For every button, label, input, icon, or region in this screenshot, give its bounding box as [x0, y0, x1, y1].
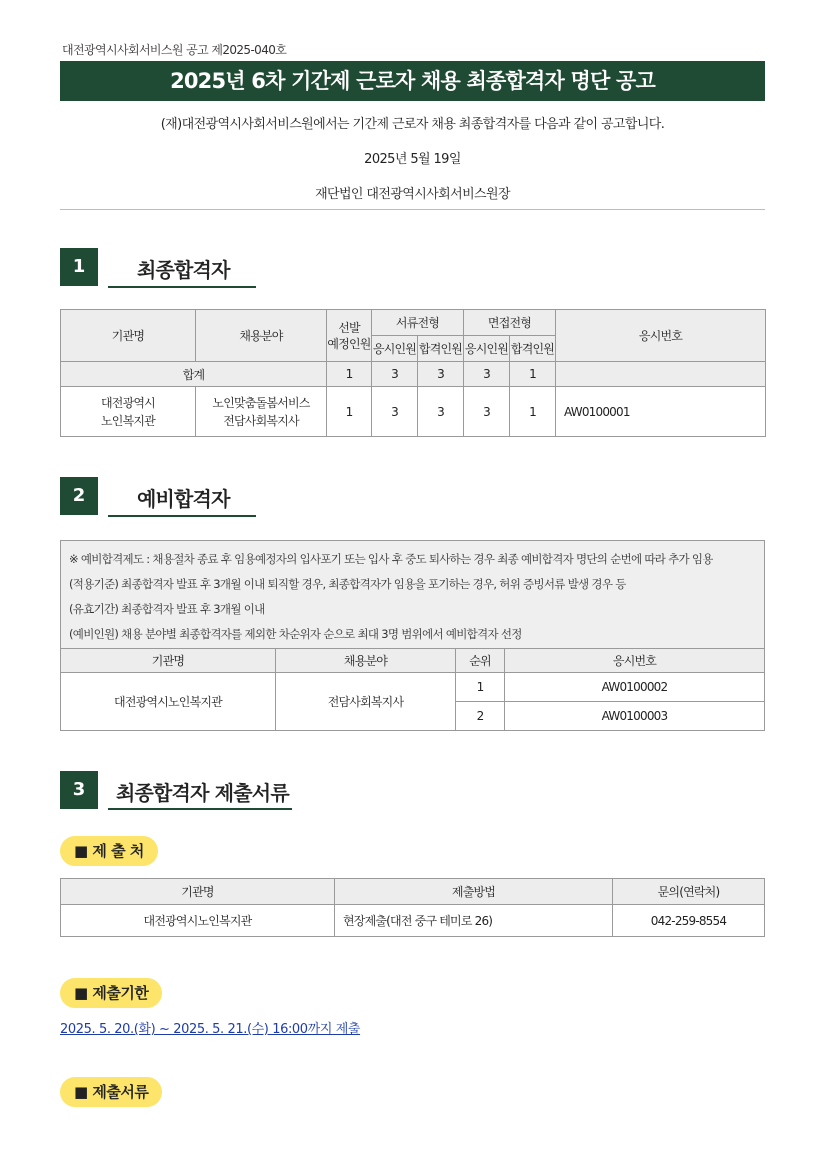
total-doc-applicants: 3 [372, 362, 418, 387]
reserve-exam-no: AW0100003 [505, 702, 765, 731]
header-divider [60, 209, 765, 210]
header-doc-stage: 서류전형 [372, 310, 464, 336]
notice-number: 대전광역시사회서비스원 공고 제2025-040호 [62, 43, 287, 57]
reserve-note: (유효기간) 최종합격자 발표 후 3개월 이내 [69, 602, 265, 616]
reserve-notes-box [60, 540, 765, 649]
section-number: 1 [60, 248, 98, 286]
header-planned: 선발 예정인원 [327, 310, 372, 362]
total-planned: 1 [327, 362, 372, 387]
header-org: 기관명 [61, 879, 335, 905]
header-field: 채용분야 [276, 649, 456, 673]
row-org: 대전광역시 노인복지관 [61, 387, 196, 437]
section-title: 최종합격자 제출서류 [116, 781, 289, 805]
section-number: 3 [60, 771, 98, 809]
header-interview-stage: 면접전형 [464, 310, 556, 336]
row-int-applicants: 3 [464, 387, 510, 437]
deadline-text: 2025. 5. 20.(화) ~ 2025. 5. 21.(수) 16:00까지 제출 [60, 1022, 361, 1037]
section-underline [108, 515, 256, 517]
final-pass-table [60, 309, 766, 437]
reserve-org: 대전광역시노인복지관 [61, 673, 276, 731]
deadline-label: ■ 제출기한 [60, 978, 162, 1008]
section-underline [108, 286, 256, 288]
reserve-field: 전담사회복지사 [276, 673, 456, 731]
reserve-note: ※ 예비합격제도 : 채용절차 종료 후 임용예정자의 입사포기 또는 입사 후 중도 퇴사하는 경우 최종 예비합격자 명단의 순번에 따라 추가 임용 [69, 552, 713, 566]
total-int-passed: 1 [510, 362, 556, 387]
row-exam-no: AW0100001 [556, 387, 766, 437]
reserve-note: (적용기준) 최종합격자 발표 후 3개월 이내 퇴직할 경우, 최종합격자가 임용을 포기하는 경우, 허위 증빙서류 발생 경우 등 [69, 577, 626, 591]
header-rank: 순위 [456, 649, 505, 673]
header-method: 제출방법 [335, 879, 613, 905]
reserve-rank: 1 [456, 673, 505, 702]
header-contact: 문의(연락처) [613, 879, 765, 905]
header-int-applicants: 응시인원 [464, 336, 510, 362]
row-int-passed: 1 [510, 387, 556, 437]
row-planned: 1 [327, 387, 372, 437]
header-doc-applicants: 응시인원 [372, 336, 418, 362]
section-title: 최종합격자 [137, 258, 230, 282]
section-number: 2 [60, 477, 98, 515]
section-underline [108, 808, 292, 810]
header-exam-no: 응시번호 [556, 310, 766, 362]
intro-text: (재)대전광역시사회서비스원에서는 기간제 근로자 채용 최종합격자를 다음과 같이 공고합니다. [160, 117, 665, 132]
header-org: 기관명 [61, 310, 196, 362]
reserve-exam-no: AW0100002 [505, 673, 765, 702]
page-title: 2025년 6차 기간제 근로자 채용 최종합격자 명단 공고 [60, 61, 765, 101]
section-title: 예비합격자 [137, 487, 230, 511]
row-field: 노인맞춤돌봄서비스 전담사회복지사 [196, 387, 327, 437]
reserve-table [60, 648, 765, 731]
submit-place-label: ■ 제 출 처 [60, 836, 158, 866]
reserve-rank: 2 [456, 702, 505, 731]
header-int-passed: 합격인원 [510, 336, 556, 362]
total-label: 합계 [61, 362, 327, 387]
notice-date: 2025년 5월 19일 [364, 152, 461, 167]
header-field: 채용분야 [196, 310, 327, 362]
total-exam-no [556, 362, 766, 387]
issuer: 재단법인 대전광역시사회서비스원장 [315, 187, 510, 202]
total-int-applicants: 3 [464, 362, 510, 387]
header-doc-passed: 합격인원 [418, 336, 464, 362]
submit-org: 대전광역시노인복지관 [61, 905, 335, 937]
header-exam-no: 응시번호 [505, 649, 765, 673]
header-org: 기관명 [61, 649, 276, 673]
submit-contact: 042-259-8554 [613, 905, 765, 937]
submit-place-table [60, 878, 765, 937]
total-doc-passed: 3 [418, 362, 464, 387]
row-doc-applicants: 3 [372, 387, 418, 437]
reserve-note: (예비인원) 채용 분야별 최종합격자를 제외한 차순위자 순으로 최대 3명 범위에서 예비합격자 선정 [69, 627, 522, 641]
documents-label: ■ 제출서류 [60, 1077, 162, 1107]
submit-method: 현장제출(대전 중구 테미로 26) [335, 905, 613, 937]
row-doc-passed: 3 [418, 387, 464, 437]
